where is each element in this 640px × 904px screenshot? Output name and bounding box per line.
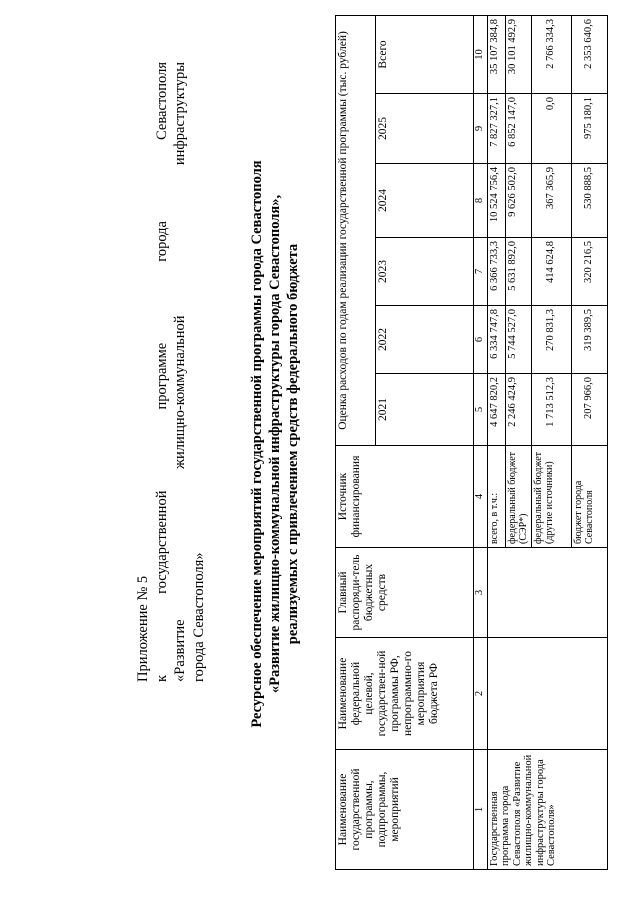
column-number: 1 xyxy=(474,750,488,870)
header-year: 2024 xyxy=(376,164,474,238)
header-year: 2025 xyxy=(376,94,474,164)
value-cell: 9 626 502,0 xyxy=(505,164,531,238)
appendix-line-1 xyxy=(153,62,172,682)
value-cell: 10 524 756,4 xyxy=(487,164,505,238)
header-year: 2021 xyxy=(376,374,474,446)
heading-line-2: «Развитие жилищно-коммунальной инфраструктуры города Севастополя», xyxy=(267,194,283,694)
federal-program-cell xyxy=(487,638,607,750)
column-number: 4 xyxy=(474,446,488,548)
value-cell: 6 852 147,0 xyxy=(505,94,531,164)
header-expense-estimate: Оценка расходов по годам реализации государственной программы (тыс. рублей) xyxy=(336,15,376,445)
value-cell: 35 107 384,8 xyxy=(487,15,505,93)
header-program-name: Наименование государственной программы, подпрограммы, мероприятий xyxy=(336,750,474,870)
appendix-word: «Развитие xyxy=(172,619,188,682)
budget-table xyxy=(335,15,608,870)
value-cell: 1 713 512,3 xyxy=(531,374,571,446)
value-cell: 270 831,3 xyxy=(531,306,571,374)
value-cell: 6 366 733,3 xyxy=(487,238,505,306)
heading-line-3: реализуемых с привлечением средств федерального бюджета xyxy=(285,243,301,645)
funding-source-cell: федеральный бюджет (другие источники) xyxy=(531,446,571,548)
appendix-word: программе xyxy=(153,342,170,410)
value-cell: 7 827 327,1 xyxy=(487,94,505,164)
header-year: 2023 xyxy=(376,238,474,306)
value-cell: 30 101 492,9 xyxy=(505,15,531,93)
value-cell: 320 216,5 xyxy=(571,238,607,306)
value-cell: 975 180,1 xyxy=(571,94,607,164)
funding-source-cell: федеральный бюджет (СЭР*) xyxy=(505,446,531,548)
value-cell: 2 353 640,6 xyxy=(571,15,607,93)
column-number: 2 xyxy=(474,638,488,750)
program-name-cell: Государственная программа города Севастополя «Развитие жилищно-коммунальной инфраструктуры города Севастополя» xyxy=(487,750,607,870)
appendix-word: жилищно-коммунальной xyxy=(172,315,188,470)
value-cell: 414 624,8 xyxy=(531,238,571,306)
value-cell: 0,0 xyxy=(531,94,571,164)
appendix-block xyxy=(134,62,208,682)
value-cell: 6 334 747,8 xyxy=(487,306,505,374)
value-cell: 2 766 334,3 xyxy=(531,15,571,93)
column-number: 6 xyxy=(474,306,488,374)
heading-line-1: Ресурсное обеспечение мероприятий государственной программы города Севастополя xyxy=(249,160,265,728)
value-cell: 207 966,0 xyxy=(571,374,607,446)
appendix-word: Севастополя xyxy=(153,62,170,140)
value-cell: 367 365,9 xyxy=(531,164,571,238)
value-cell: 530 888,5 xyxy=(571,164,607,238)
column-number-row xyxy=(474,15,488,869)
funding-source-cell: всего, в т.ч.: xyxy=(487,446,505,548)
column-number: 7 xyxy=(474,238,488,306)
funding-source-cell: бюджет города Севастополя xyxy=(571,446,607,548)
value-cell: 2 246 424,9 xyxy=(505,374,531,446)
appendix-word: к xyxy=(153,674,170,682)
header-federal-program: Наименование федеральной целевой, государствен-ной программы РФ, непрограммно-го мероприятия бюджета РФ xyxy=(336,638,474,750)
header-funding-source: Источник финансирования xyxy=(336,446,474,548)
appendix-title: Приложение № 5 xyxy=(135,575,151,682)
appendix-line-3: города Севастополя» xyxy=(190,552,207,682)
appendix-word: государственной xyxy=(153,490,170,594)
appendix-word: инфраструктуры xyxy=(172,62,188,166)
header-year: 2022 xyxy=(376,306,474,374)
budget-manager-cell xyxy=(487,548,607,638)
appendix-line-2 xyxy=(171,62,190,682)
header-total: Всего xyxy=(376,15,474,93)
value-cell: 4 647 820,2 xyxy=(487,374,505,446)
column-number: 8 xyxy=(474,164,488,238)
column-number: 9 xyxy=(474,94,488,164)
appendix-word: города xyxy=(153,221,170,262)
column-number: 10 xyxy=(474,15,488,93)
column-number: 5 xyxy=(474,374,488,446)
table-row xyxy=(487,15,505,869)
value-cell: 5 744 527,0 xyxy=(505,306,531,374)
value-cell: 319 389,5 xyxy=(571,306,607,374)
column-number: 3 xyxy=(474,548,488,638)
header-budget-manager: Главный распоряди-тель бюджетных средств xyxy=(336,548,474,638)
document-heading xyxy=(248,64,302,824)
value-cell: 5 631 892,0 xyxy=(505,238,531,306)
